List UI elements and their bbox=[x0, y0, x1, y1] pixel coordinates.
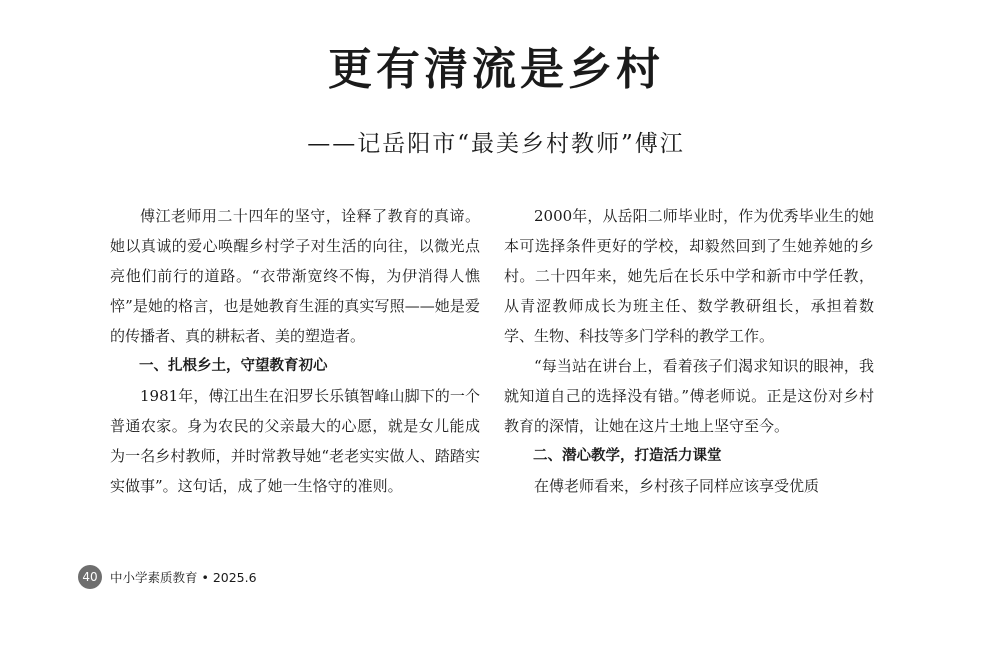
section-heading: 一、扎根乡土，守望教育初心 bbox=[139, 358, 328, 374]
left-column bbox=[110, 201, 480, 501]
journal-name: 中小学素质教育 • 2025.6 bbox=[110, 570, 257, 585]
page-footer bbox=[78, 565, 257, 589]
paragraph: 在傅老师看来，乡村孩子同样应该享受优质 bbox=[534, 477, 820, 495]
page-number: 40 bbox=[78, 565, 102, 589]
paragraph: 2000年，从岳阳二师毕业时，作为优秀毕业生的她本可选择条件更好的学校，却毅然回到了生她养她的乡村。二十四年来，她先后在长乐中学和新市中学任教，从青涩教师成长为班主任、数学教研组长，承担着数学、生物、科技等多门学科的教学工作。 bbox=[504, 207, 874, 345]
paragraph: “每当站在讲台上，看着孩子们渴求知识的眼神，我就知道自己的选择没有错。”傅老师说。正是这份对乡村教育的深情，让她在这片土地上坚守至今。 bbox=[504, 357, 874, 435]
article-title: 更有清流是乡村 bbox=[328, 44, 664, 95]
article-subtitle: ——记岳阳市“最美乡村教师”傅江 bbox=[307, 131, 685, 157]
paragraph: 1981年，傅江出生在汨罗长乐镇智峰山脚下的一个普通农家。身为农民的父亲最大的心愿，就是女儿能成为一名乡村教师，并时常教导她“老老实实做人、踏踏实实做事”。这句话，成了她一生恪守的准则。 bbox=[110, 387, 480, 495]
section-heading: 二、潜心教学，打造活力课堂 bbox=[533, 448, 722, 464]
right-column bbox=[504, 201, 874, 501]
paragraph: 傅江老师用二十四年的坚守，诠释了教育的真谛。她以真诚的爱心唤醒乡村学子对生活的向往，以微光点亮他们前行的道路。“衣带渐宽终不悔，为伊消得人憔悴”是她的格言，也是她教育生涯的真实写照——她是爱的传播者、真的耕耘者、美的塑造者。 bbox=[110, 207, 480, 345]
